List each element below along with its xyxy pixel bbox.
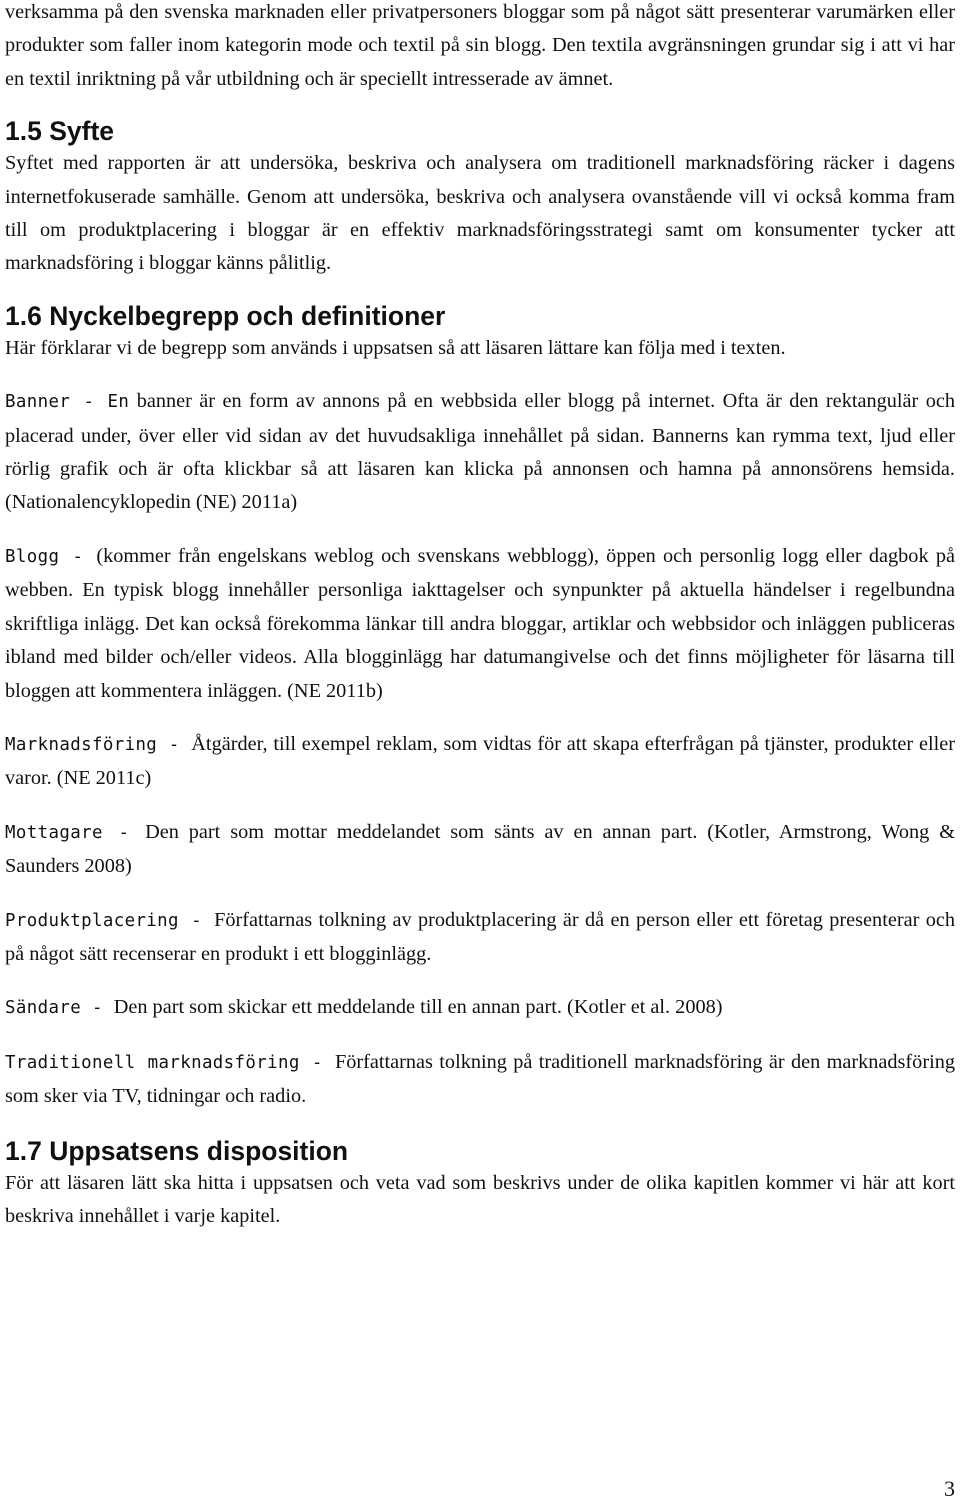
definition-term: Blogg - [5, 546, 97, 567]
definition-term: Banner - En [5, 392, 130, 413]
heading-syfte: 1.5 Syfte [5, 116, 115, 147]
definition-text: Den part som skickar ett meddelande till en annan part. (Kotler et al. 2008) [113, 996, 723, 1019]
heading-disposition: 1.7 Uppsatsens disposition [5, 1135, 349, 1166]
heading-nyckelbegrepp: 1.6 Nyckelbegrepp och definitioner [5, 300, 446, 331]
definition-text: Den part som mottar meddelandet som sänts av en annan part. (Kotler, Armstrong, Wong & Saunders 2008) [5, 820, 955, 878]
definition-banner [5, 385, 955, 520]
definition-sandare [5, 991, 955, 1025]
definition-term: Marknadsföring - [5, 734, 192, 755]
definition-term: Traditionell marknadsföring - [5, 1052, 335, 1073]
definition-text: (kommer från engelskans weblog och svenskans webblogg), öppen och personlig logg eller dagbok på webben. En typisk blogg innehåller personliga iakttagelser och synpunkter på aktuella händelser i regelbundna skriftliga inlägg. Det kan också förekomma länkar till andra bloggar, artiklar och webbsidor och inläggen publiceras ibland med bilder och/eller videos. Alla blogginlägg har datumangivelse och det finns möjligheter för läsarna till bloggen att kommentera inläggen. (NE 2011b) [5, 544, 955, 702]
intro-paragraph: verksamma på den svenska marknaden eller privatpersoners bloggar som på något sätt presenterar varumärken eller produkter som faller inom kategorin mode och textil på sin blogg. Den textila avgränsningen grundar sig i att vi har en textil inriktning på vår utbildning och är speciellt intresserade av ämnet. [5, 1, 955, 90]
definition-term: Mottagare - [5, 822, 146, 843]
definition-marknadsforing [5, 728, 955, 796]
definition-traditionell-marknadsforing [5, 1046, 955, 1114]
syfte-paragraph: Syftet med rapporten är att undersöka, beskriva och analysera om traditionell marknadsföring räcker i dagens internetfokuserade samhälle. Genom att undersöka, beskriva och analysera ovanstående vill vi också komma fram till om produktplacering i bloggar är en effektiv marknadsföringsstrategi samt om konsumenter tycker att marknadsföring i bloggar känns pålitlig. [5, 152, 955, 275]
page-number: 3 [944, 1476, 955, 1501]
document-page [5, 0, 955, 1233]
definition-text: Författarnas tolkning på traditionell marknadsföring är den marknadsföring som sker via TV, tidningar och radio. [5, 1050, 955, 1108]
definition-term: Produktplacering - [5, 910, 215, 931]
definition-blogg [5, 540, 955, 708]
definition-term: Sändare - [5, 998, 114, 1019]
disposition-paragraph: För att läsaren lätt ska hitta i uppsatsen och veta vad som beskrivs under de olika kapitlen kommer vi här att kort beskriva innehållet i varje kapitel. [5, 1171, 955, 1227]
definition-text: banner är en form av annons på en webbsida eller blogg på internet. Ofta är den rektangulär och placerad under, över eller vid sidan av det huvudsakliga innehållet på sidan. Bannerns kan rymma text, ljud eller rörlig grafik och är ofta klickbar så att läsaren kan klicka på annonsen och hamna på annonsörens hemsida. (Nationalencyklopedin (NE) 2011a) [5, 390, 955, 514]
definition-text: Åtgärder, till exempel reklam, som vidtas för att skapa efterfrågan på tjänster, produkter eller varor. (NE 2011c) [5, 732, 956, 790]
definition-text: Författarnas tolkning av produktplacering är då en person eller ett företag presenterar och på något sätt recenserar en produkt i ett blogginlägg. [5, 908, 955, 965]
nyckelbegrepp-intro-paragraph: Här förklarar vi de begrepp som används i uppsatsen så att läsaren lättare kan följa med i texten. [5, 336, 786, 359]
definition-mottagare [5, 816, 955, 884]
definition-produktplacering [5, 904, 955, 972]
